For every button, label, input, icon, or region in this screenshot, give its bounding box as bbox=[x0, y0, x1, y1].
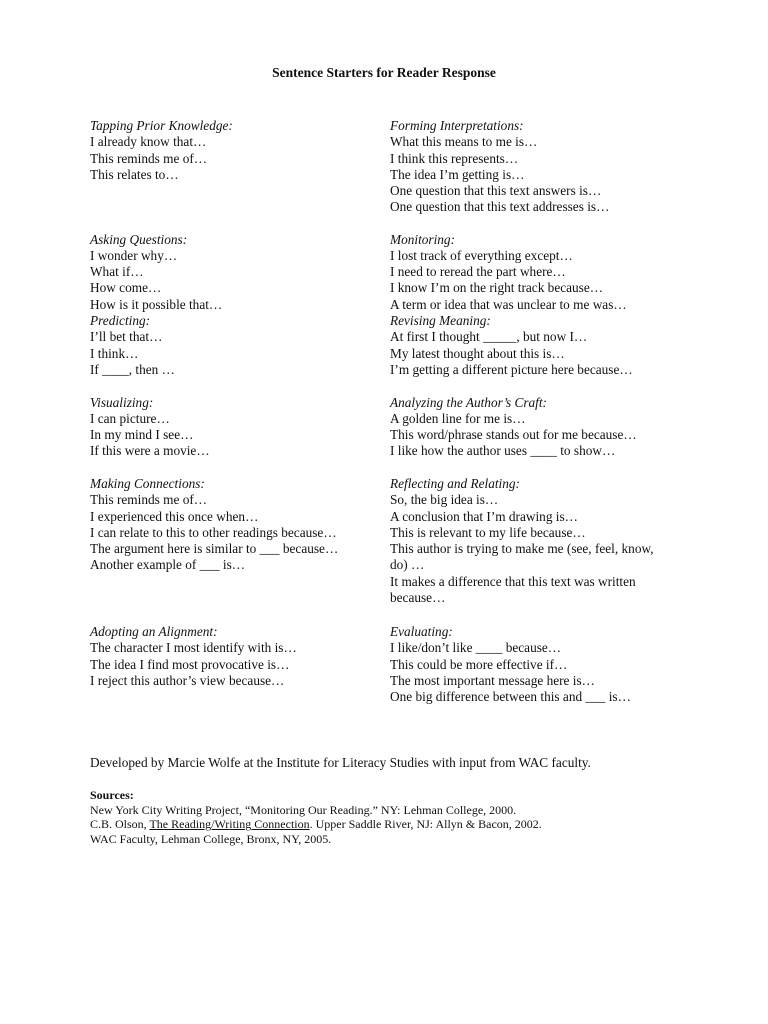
starter-line: The idea I’m getting is… bbox=[390, 166, 525, 182]
source-publisher: . Upper Saddle River, NJ: Allyn & Bacon, 2002. bbox=[309, 817, 542, 832]
sources-block bbox=[90, 788, 710, 847]
starter-line: So, the big idea is… bbox=[390, 492, 499, 508]
starter-line: My latest thought about this is… bbox=[390, 345, 565, 361]
section-heading: Reflecting and Relating: bbox=[390, 476, 520, 491]
left-column bbox=[90, 118, 370, 706]
starter-line: I reject this author’s view because… bbox=[90, 672, 285, 688]
starter-line: What if… bbox=[90, 264, 144, 280]
starter-line: This reminds me of… bbox=[90, 150, 208, 166]
starter-line: I can relate to this to other readings because… bbox=[90, 524, 337, 540]
section-heading: Predicting: bbox=[90, 313, 151, 328]
starter-line: One question that this text addresses is… bbox=[390, 199, 610, 215]
starter-line: I experienced this once when… bbox=[90, 508, 259, 524]
section-heading: Analyzing the Author’s Craft: bbox=[390, 394, 547, 410]
starter-line: I’ll bet that… bbox=[90, 329, 163, 345]
source-line: New York City Writing Project, “Monitoring Our Reading.” NY: Lehman College, 2000. bbox=[90, 802, 517, 817]
starter-line: I like how the author uses ____ to show… bbox=[390, 443, 616, 459]
starter-line: A conclusion that I’m drawing is… bbox=[390, 508, 578, 524]
starter-line: It makes a difference that this text was written because… bbox=[390, 573, 636, 606]
source-book-title: The Reading/Writing Connection bbox=[149, 817, 310, 832]
section-heading: Monitoring: bbox=[390, 231, 456, 247]
starter-line: The argument here is similar to ___ because… bbox=[90, 541, 339, 557]
section-heading: Tapping Prior Knowledge: bbox=[90, 118, 233, 133]
section-analyzing-authors-craft bbox=[390, 395, 680, 477]
section-heading: Evaluating: bbox=[390, 624, 453, 639]
starter-line: This word/phrase stands out for me because… bbox=[390, 427, 637, 443]
starter-line: I think this represents… bbox=[390, 150, 519, 166]
right-column bbox=[390, 118, 680, 706]
section-forming-interpretations bbox=[390, 118, 680, 232]
section-adopting-an-alignment bbox=[90, 624, 370, 706]
starter-line: This relates to… bbox=[90, 166, 179, 182]
section-heading: Asking Questions: bbox=[90, 231, 188, 247]
starter-line: This reminds me of… bbox=[90, 492, 208, 508]
section-reflecting-and-relating bbox=[390, 476, 680, 624]
starter-line: The idea I find most provocative is… bbox=[90, 656, 290, 672]
starter-line: The most important message here is… bbox=[390, 672, 595, 688]
section-evaluating bbox=[390, 624, 680, 706]
starter-line: I know I’m on the right track because… bbox=[390, 280, 604, 296]
starter-line: If this were a movie… bbox=[90, 443, 210, 459]
starter-line: A golden line for me is… bbox=[390, 410, 526, 426]
starter-line: I already know that… bbox=[90, 134, 207, 150]
starter-line: How is it possible that… bbox=[90, 296, 223, 312]
starter-line: I like/don’t like ____ because… bbox=[390, 640, 562, 656]
section-making-connections bbox=[90, 476, 370, 624]
starter-line: This is relevant to my life because… bbox=[390, 524, 586, 540]
starter-line: I think… bbox=[90, 345, 139, 361]
starter-line: The character I most identify with is… bbox=[90, 640, 297, 656]
starter-line: Another example of ___ is… bbox=[90, 557, 246, 573]
sources-heading: Sources: bbox=[90, 788, 134, 802]
starter-line: At first I thought _____, but now I… bbox=[390, 329, 588, 345]
starter-line: If ____, then … bbox=[90, 361, 175, 377]
starter-line: A term or idea that was unclear to me was… bbox=[390, 296, 627, 312]
starter-line: I can picture… bbox=[90, 410, 170, 426]
section-monitoring bbox=[390, 232, 680, 314]
section-predicting bbox=[90, 313, 370, 395]
starter-line: How come… bbox=[90, 280, 162, 296]
section-heading: Revising Meaning: bbox=[390, 313, 491, 328]
starter-line: One question that this text answers is… bbox=[390, 183, 602, 199]
source-line: WAC Faculty, Lehman College, Bronx, NY, 2005. bbox=[90, 832, 332, 847]
starter-line: I wonder why… bbox=[90, 247, 178, 263]
section-heading: Making Connections: bbox=[90, 476, 205, 491]
page-title: Sentence Starters for Reader Response bbox=[272, 65, 496, 80]
starter-line: What this means to me is… bbox=[390, 134, 538, 150]
source-line bbox=[90, 817, 710, 832]
starter-line: This could be more effective if… bbox=[390, 656, 568, 672]
starter-line: In my mind I see… bbox=[90, 427, 194, 443]
starter-line: I lost track of everything except… bbox=[390, 247, 573, 263]
starter-line: I’m getting a different picture here because… bbox=[390, 361, 633, 377]
starter-line: One big difference between this and ___ is… bbox=[390, 689, 631, 705]
section-heading: Visualizing: bbox=[90, 394, 154, 410]
section-heading: Adopting an Alignment: bbox=[90, 624, 218, 639]
section-asking-questions bbox=[90, 232, 370, 314]
section-heading: Forming Interpretations: bbox=[390, 118, 524, 133]
developed-by-note: Developed by Marcie Wolfe at the Institute for Literacy Studies with input from WAC faculty. bbox=[90, 755, 591, 770]
starter-line: I need to reread the part where… bbox=[390, 264, 566, 280]
source-author: C.B. Olson, bbox=[90, 817, 150, 832]
section-tapping-prior-knowledge bbox=[90, 118, 370, 200]
section-revising-meaning bbox=[390, 313, 680, 395]
starter-line: This author is trying to make me (see, feel, know, do) … bbox=[390, 541, 654, 573]
section-visualizing bbox=[90, 395, 370, 477]
